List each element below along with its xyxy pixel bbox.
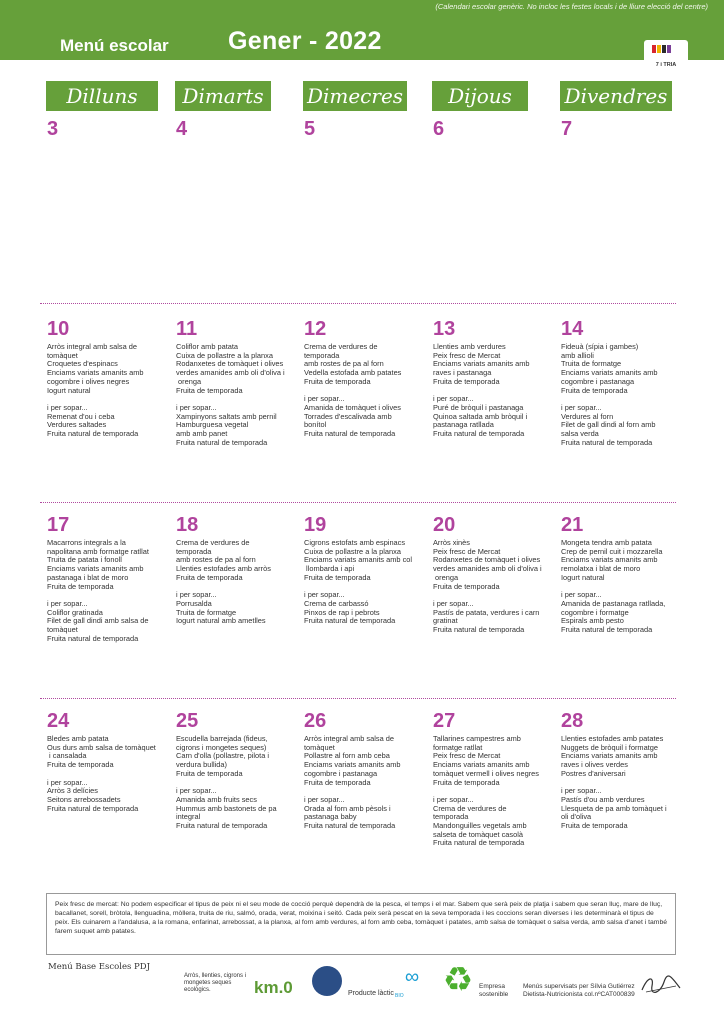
day-number: 4 [176, 118, 188, 140]
menu-line: Fruita de temporada [561, 385, 628, 395]
menu-line: Crema de verdures de [433, 803, 507, 813]
supervised-line: Dietista-Nutricionista col.nºCAT000839 [523, 991, 635, 998]
menu-line: Nuggets de bròquil i formatge [561, 742, 658, 752]
menu-line: Verdures al forn [561, 411, 614, 421]
day-number: 17 [47, 514, 70, 536]
menu-line: Fruita natural de temporada [561, 437, 653, 447]
menu-line: i per sopar... [433, 794, 474, 804]
menu-line: Pastís de patata, verdures i carn [433, 607, 540, 617]
day-number: 28 [561, 710, 584, 732]
menu-line: Llenties amb verdures [433, 342, 506, 351]
menu-line: formatge ratllat [433, 742, 483, 752]
menu-line: Cuixa de pollastre a la planxa [176, 350, 273, 360]
menu-line: i per sopar... [433, 394, 474, 404]
menu-line: Filet de gall dindi al forn amb [561, 420, 656, 430]
menu-line: Fruita natural de temporada [47, 633, 139, 643]
legumes-note: Arròs, llenties, cigrons i mongetes seques ecològics. [184, 973, 247, 993]
menu-line: Arròs 3 delícies [47, 786, 98, 796]
menu-line: Enciams variats amanits amb [47, 564, 144, 574]
day-number: 26 [304, 710, 327, 732]
day-number: 11 [176, 318, 198, 340]
menu-line: napolitana amb formatge ratllat [47, 546, 149, 556]
day-cell [47, 318, 171, 439]
menu-line: Enciams variats amanits amb col [304, 555, 413, 565]
menu-line: Fruita de temporada [176, 768, 243, 778]
menu-line: tomàquet [47, 350, 78, 360]
menu-line: integral [176, 812, 201, 822]
menu-line: llombarda i api [304, 564, 355, 574]
menu-line: orenga [433, 572, 459, 582]
menu-line: i per sopar... [304, 590, 345, 600]
day-header-monday: Dilluns [46, 81, 158, 111]
menu-line: Peix fresc de Mercat [433, 350, 501, 360]
menu-line: Escudella barrejada (fideus, [176, 734, 268, 743]
menu-line: pastanaga i blat de moro [47, 572, 129, 582]
footer-label: Menú Base Escoles PDJ [48, 962, 150, 972]
menu-line: oli d'oliva [561, 812, 592, 822]
day-cell [176, 710, 300, 831]
menu-line: Llenties estofades amb patates [561, 734, 664, 743]
menu-line: amb allioli [561, 350, 594, 360]
menu-line: Coliflor amb patata [176, 342, 239, 351]
menu-line: Fruita natural de temporada [433, 838, 525, 848]
menu-line: Enciams variats amanits amb [433, 359, 530, 369]
menu-line: Amanida de pastanaga ratllada, [561, 598, 666, 608]
day-header-wednesday: Dimecres [303, 81, 407, 111]
menu-line: Espirals amb pesto [561, 616, 624, 626]
menu-line: i per sopar... [176, 590, 217, 600]
menu-line: Hamburguesa vegetal [176, 420, 249, 430]
menu-line: amb rostes de pa al forn [176, 555, 256, 565]
menu-line: temporada [304, 350, 340, 360]
day-number: 10 [47, 318, 70, 340]
menu-line: Rodanxetes de tomàquet i olives [176, 359, 284, 369]
month-title: Gener - 2022 [228, 27, 382, 55]
menu-line: Peix fresc de Mercat [433, 546, 501, 556]
day-number: 24 [47, 710, 70, 732]
recycle-icon: ♻ [442, 961, 474, 999]
menu-line: Arròs integral amb salsa de [304, 734, 394, 743]
week-separator [40, 502, 676, 503]
day-cell [433, 514, 557, 635]
menu-line: Iogurt natural [47, 385, 91, 395]
day-cell [561, 710, 685, 831]
menu-line: Crema de verdures de [176, 538, 250, 547]
day-number: 19 [304, 514, 327, 536]
day-header-thursday: Dijous [432, 81, 528, 111]
calendar-notice: (Calendari escolar genèric. No incloc les festes locals i de lliure elecció del centre) [435, 2, 708, 11]
signature-icon [640, 974, 682, 996]
menu-line: Pollastre al forn amb ceba [304, 751, 390, 761]
menu-line: Orada al forn amb pèsols i [304, 803, 391, 813]
menu-line: i per sopar... [433, 598, 474, 608]
logo-text: 7 i TRIA [655, 62, 677, 68]
menu-line: amb rostes de pa al forn [304, 359, 384, 369]
menu-line: Mongeta tendra amb patata [561, 538, 652, 547]
menu-line: Quinoa saltada amb bròquil i [433, 411, 528, 421]
menu-line: Amanida de tomàquet i olives [304, 402, 401, 412]
day-number: 12 [304, 318, 327, 340]
menu-line: Fruita natural de temporada [47, 803, 139, 813]
menu-line: i per sopar... [304, 794, 345, 804]
menu-line: remolatxa i blat de moro [561, 564, 641, 574]
menu-line: Fruita de temporada [47, 581, 114, 591]
menu-line: raves i olives verdes [561, 760, 628, 770]
menu-line: Fruita natural de temporada [304, 616, 396, 626]
menu-title: Menú escolar [60, 36, 169, 55]
menu-line: Fruita de temporada [433, 581, 500, 591]
menu-line: gratinat [433, 616, 458, 626]
menu-line: Mandonguilles vegetals amb [433, 821, 527, 831]
menu-line: Iogurt natural amb ametlles [176, 616, 266, 626]
menu-line: Enciams variats amanits amb [47, 368, 144, 378]
menu-line: Fruita natural de temporada [47, 429, 139, 439]
header-bar [0, 0, 724, 68]
menu-line: Postres d'aniversari [561, 768, 626, 778]
menu-line: Pinxos de rap i pebrots [304, 607, 380, 617]
menu-line: Truita de formatge [561, 359, 622, 369]
day-header-friday: Divendres [560, 81, 672, 111]
day-cell [304, 318, 428, 439]
menu-line: verdes amanides amb oli d'oliva i [433, 564, 542, 574]
day-cell [47, 514, 171, 643]
menu-line: verdes amanides amb oli d'oliva i [176, 368, 285, 378]
logo-color-bars [652, 45, 671, 53]
menu-line: Fruita de temporada [176, 572, 243, 582]
day-cell [433, 118, 557, 143]
day-number: 7 [561, 118, 573, 140]
menu-line: Arròs integral amb salsa de [47, 342, 137, 351]
bio-logo-text: BIO [395, 993, 404, 999]
day-cell [47, 118, 171, 143]
menu-line: Seitons arrebossadets [47, 794, 121, 804]
menu-line: pastanaga ratllada [433, 420, 494, 430]
menu-line: Fruita de temporada [433, 376, 500, 386]
supervised-line: Menús supervisats per Sílvia Gutiérrez [523, 983, 635, 990]
menu-line: Llenties estofades amb arròs [176, 564, 271, 574]
km0-logo: km.0 [254, 978, 293, 997]
menu-line: temporada [176, 546, 212, 556]
menu-line: Pastís d'ou amb verdures [561, 794, 645, 804]
menu-line: bonítol [304, 420, 327, 430]
supervised-by [523, 983, 635, 999]
menu-line: i per sopar... [47, 777, 88, 787]
menu-line: Fruita de temporada [304, 572, 371, 582]
day-cell [433, 318, 557, 439]
menu-line: cogombre i olives negres [47, 376, 130, 386]
day-cell [176, 318, 300, 447]
menu-line: Bledes amb patata [47, 734, 109, 743]
day-cell [176, 514, 300, 626]
week-separator [40, 303, 676, 304]
menu-line: Torrades d'escalivada amb [304, 411, 392, 421]
day-number: 3 [47, 118, 59, 140]
menu-line: Remenat d'ou i ceba [47, 411, 115, 421]
day-number: 13 [433, 318, 456, 340]
menu-line: Truita de patata i fonoll [47, 555, 122, 565]
menu-line: i per sopar... [176, 786, 217, 796]
menu-line: Enciams variats amanits amb [304, 760, 401, 770]
bio-logo-icon: ∞ [404, 966, 420, 988]
menu-line: Xampinyons saltats amb pernil [176, 411, 277, 421]
menu-line: Iogurt natural [561, 572, 605, 582]
menu-line: Peix fresc de Mercat [433, 751, 501, 761]
logo-bar [657, 45, 661, 53]
day-cell [176, 118, 300, 143]
menu-line: verdura bullida) [176, 760, 227, 770]
menu-line: i per sopar... [561, 402, 602, 412]
menu-line: Puré de bròquil i pastanaga [433, 402, 524, 412]
menu-line: Crema de verdures de [304, 342, 378, 351]
menu-line: Tallarines campestres amb [433, 734, 521, 743]
sustainable-line: Empresa [479, 983, 506, 990]
day-cell [561, 318, 685, 447]
fish-notes: Peix fresc de mercat: No podem especificar el tipus de peix ni el seu mode de cocció perquè dependrà de la pesca, el temps i el mar. Sabem que serà peix de platja i sabem que seran lluç, mare de lluç, bacallanet, sorell, bròtola, llenguadina, mòllera, truita de riu, salmó, orada, verat, moixina i seitó. Cada peix serà pescat en la seva temporada i les coccions seran diverses i les determinarà el tipus de peix. Els cuinarem a l'andalusa, a la romana, enfarinat, arrebossat, a la planxa, al forn amb verdures, al forn amb ceba, tomàquet i patates, amb salsa de tomàquet o salsa verda, amb salsa d'anet i també farem suquet amb patates. [46, 893, 676, 955]
menu-line: Crema de carbassó [304, 598, 369, 608]
menu-line: i per sopar... [561, 786, 602, 796]
menu-line: Cuixa de pollastre a la planxa [304, 546, 401, 556]
day-number: 25 [176, 710, 199, 732]
menu-line: Vedella estofada amb patates [304, 368, 402, 378]
menu-line: Hummus amb bastonets de pa [176, 803, 277, 813]
menu-line: Enciams variats amanits amb [561, 555, 658, 565]
menu-line: pastanaga baby [304, 812, 357, 822]
menu-line: Fruita de temporada [304, 376, 371, 386]
menu-line: temporada [433, 812, 469, 822]
sustainable-label [479, 983, 508, 999]
menu-line: Truita de formatge [176, 607, 237, 617]
menu-line: cogombre i formatge [561, 607, 629, 617]
menu-line: raves i pastanaga [433, 368, 492, 378]
menu-line: Enciams variats amanits amb [561, 751, 658, 761]
menu-line: Llesqueta de pa amb tomàquet i [561, 803, 667, 813]
menu-line: Fruita de temporada [176, 385, 243, 395]
menu-line: Filet de gall dindi amb salsa de [47, 616, 149, 626]
logo-bar [652, 45, 656, 53]
menu-line: Enciams variats amanits amb [561, 368, 658, 378]
menu-line: tomàquet vermell i olives negres [433, 768, 539, 778]
menu-line: Fruita natural de temporada [433, 625, 525, 635]
sustainable-line: sostenible [479, 991, 509, 998]
menu-line: cogombre i pastanaga [304, 768, 378, 778]
menu-line: Porrusalda [176, 598, 212, 608]
menu-line: Fruita natural de temporada [176, 821, 268, 831]
menu-line: Coliflor gratinada [47, 607, 103, 617]
menu-line: i per sopar... [176, 402, 217, 412]
dairy-label: Producte làctic [348, 990, 394, 997]
menu-line: cogombre i pastanaga [561, 376, 635, 386]
menu-line: orenga [176, 376, 202, 386]
menu-line: Fideuà (sípia i gambes) [561, 342, 639, 351]
menu-line: cigrons i mongetes seques) [176, 742, 267, 752]
menu-line: Crep de pernil cuit i mozzarella [561, 546, 663, 556]
menu-line: Verdures saltades [47, 420, 107, 430]
menu-line: Fruita natural de temporada [304, 821, 396, 831]
menu-line: i cansalada [47, 751, 87, 761]
menu-line: Ous durs amb salsa de tomàquet [47, 742, 156, 752]
menu-line: Croquetes d'espinacs [47, 359, 118, 369]
menu-line: Fruita natural de temporada [176, 437, 268, 447]
menu-line: Cigrons estofats amb espinacs [304, 538, 406, 547]
menu-line: salsa verda [561, 429, 599, 439]
day-number: 14 [561, 318, 584, 340]
menu-line: salseta de tomàquet casolà [433, 829, 523, 839]
menu-line: i per sopar... [561, 590, 602, 600]
menu-line: Fruita natural de temporada [304, 429, 396, 439]
menu-line: Carn d'olla (pollastre, pilota i [176, 751, 270, 761]
menu-line: i per sopar... [47, 598, 88, 608]
day-cell [47, 710, 171, 813]
menu-line: Fruita de temporada [561, 821, 628, 831]
day-cell [304, 118, 428, 143]
seven-i-tria-logo [644, 40, 688, 70]
day-header-tuesday: Dimarts [175, 81, 271, 111]
menu-line: Enciams variats amanits amb [433, 760, 530, 770]
menu-line: tomàquet [47, 625, 78, 635]
menu-line: Fruita de temporada [47, 760, 114, 770]
menu-line: Arròs xinès [433, 538, 470, 547]
day-cell [433, 710, 557, 848]
menu-line: amb amb panet [176, 429, 228, 439]
menu-line: i per sopar... [47, 402, 88, 412]
menu-line: Rodanxetes de tomàquet i olives [433, 555, 541, 565]
week-separator [40, 698, 676, 699]
day-number: 5 [304, 118, 316, 140]
day-cell [561, 118, 685, 143]
menu-line: Amanida amb fruits secs [176, 794, 257, 804]
menu-line: tomàquet [304, 742, 335, 752]
menu-line: Fruita natural de temporada [433, 429, 525, 439]
logo-bar [662, 45, 666, 53]
day-number: 6 [433, 118, 445, 140]
menu-line: i per sopar... [304, 394, 345, 404]
day-cell [304, 710, 428, 831]
menu-line: Fruita de temporada [433, 777, 500, 787]
dairy-logo [312, 966, 342, 996]
day-number: 21 [561, 514, 584, 536]
menu-line: Fruita natural de temporada [561, 625, 653, 635]
menu-line: Fruita de temporada [304, 777, 371, 787]
day-number: 27 [433, 710, 456, 732]
menu-line: Macarrons integrals a la [47, 538, 126, 547]
day-cell [561, 514, 685, 635]
day-cell [304, 514, 428, 626]
day-number: 20 [433, 514, 456, 536]
day-number: 18 [176, 514, 199, 536]
logo-bar [667, 45, 671, 53]
